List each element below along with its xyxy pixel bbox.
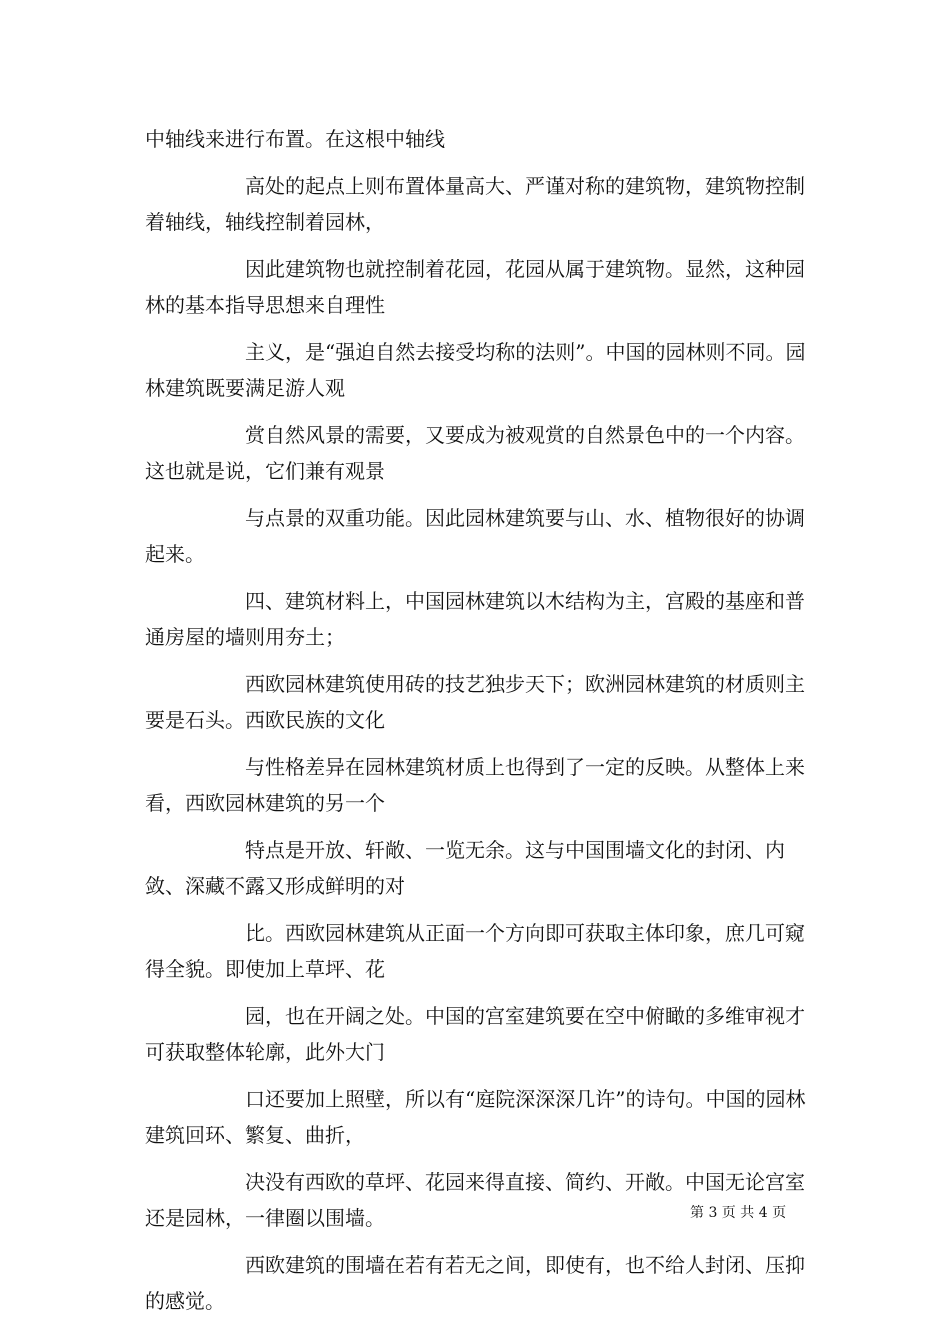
page-number-footer: 第 3 页 共 4 页 — [690, 1205, 787, 1221]
paragraph-10: 特点是开放、轩敞、一览无余。这与中国围墙文化的封闭、内敛、深藏不露又形成鲜明的对 — [145, 838, 785, 898]
paragraph-15: 西欧建筑的围墙在若有若无之间，即使有，也不给人封闭、压抑的感觉。 — [145, 1253, 805, 1313]
paragraph-8: 西欧园林建筑使用砖的技艺独步天下；欧洲园林建筑的材质则主要是石头。西欧民族的文化 — [145, 672, 805, 732]
paragraph-3: 因此建筑物也就控制着花园，花园从属于建筑物。显然，这种园林的基本指导思想来自理性 — [145, 257, 805, 317]
paragraph-4: 主义，是“强迫自然去接受均称的法则”。中国的园林则不同。园林建筑既要满足游人观 — [145, 340, 806, 400]
document-body — [145, 121, 810, 1330]
paragraph-5: 赏自然风景的需要，又要成为被观赏的自然景色中的一个内容。这也就是说，它们兼有观景 — [145, 423, 805, 483]
paragraph-6: 与点景的双重功能。因此园林建筑要与山、水、植物很好的协调起来。 — [145, 506, 805, 566]
paragraph-1: 中轴线来进行布置。在这根中轴线 — [145, 127, 445, 151]
paragraph-9: 与性格差异在园林建筑材质上也得到了一定的反映。从整体上来看，西欧园林建筑的另一个 — [145, 755, 805, 815]
paragraph-13: 口还要加上照壁，所以有“庭院深深深几许”的诗句。中国的园林建筑回环、繁复、曲折， — [145, 1087, 806, 1147]
paragraph-2: 高处的起点上则布置体量高大、严谨对称的建筑物，建筑物控制着轴线，轴线控制着园林， — [145, 174, 805, 234]
paragraph-11: 比。西欧园林建筑从正面一个方向即可获取主体印象，庶几可窥得全貌。即使加上草坪、花 — [145, 921, 805, 981]
paragraph-7: 四、建筑材料上，中国园林建筑以木结构为主，宫殿的基座和普通房屋的墙则用夯土； — [145, 589, 805, 649]
paragraph-12: 园，也在开阔之处。中国的宫室建筑要在空中俯瞰的多维审视才可获取整体轮廓，此外大门 — [145, 1004, 805, 1064]
paragraph-14: 决没有西欧的草坪、花园来得直接、简约、开敞。中国无论宫室还是园林，一律圈以围墙。 — [145, 1170, 805, 1230]
